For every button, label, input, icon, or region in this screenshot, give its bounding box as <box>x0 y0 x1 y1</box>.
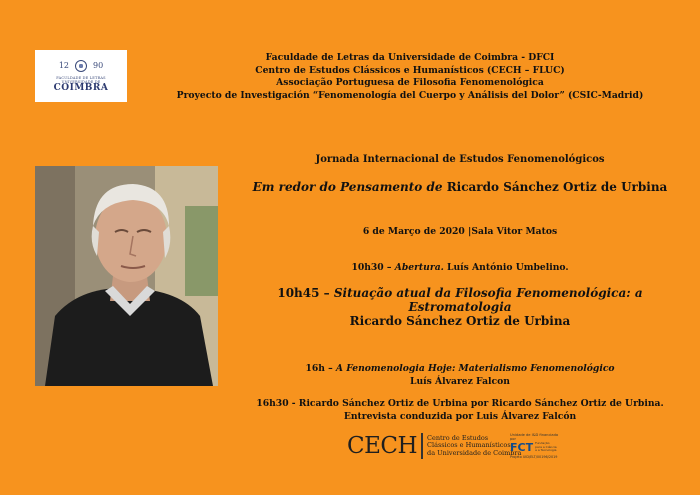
fct-logo <box>510 433 560 461</box>
fct-description <box>535 442 557 453</box>
cech-text <box>427 435 521 458</box>
institutions-header <box>130 52 690 102</box>
header-line-2: Centro de Estudos Clássicos e Humanísticos (CECH – FLUC) <box>255 64 565 76</box>
cech-logo <box>347 430 521 462</box>
logo-year-right: 90 <box>93 61 104 70</box>
session-opening-time: 10h30 – <box>351 262 392 273</box>
fct-mid <box>510 441 560 454</box>
cech-wordmark: CECH <box>347 432 418 459</box>
fct-desc-1: Fundação <box>535 441 550 446</box>
logo-university-line: UNIVERSIDADE DE <box>61 79 101 84</box>
event-title: Jornada Internacional de Estudos Fenomenológicos <box>315 154 605 165</box>
logo-faculty-line: FACULDADE DE LETRAS <box>56 75 106 80</box>
logo-year-row <box>59 60 103 72</box>
session-1045 <box>230 286 690 328</box>
session-16h <box>230 362 690 388</box>
event-subtitle-name: Ricardo Sánchez Ortiz de Urbina <box>446 180 668 194</box>
session-opening <box>230 262 690 273</box>
header-line-1: Faculdade de Letras da Universidade de Coimbra - DFCI <box>265 52 555 63</box>
session-1630-line-2: Entrevista conduzida por Luis Álvarez Falcón <box>343 410 577 422</box>
event-subtitle-italic: Em redor do Pensamento de <box>252 180 443 194</box>
session-1045-speaker: Ricardo Sánchez Ortiz de Urbina <box>349 314 571 328</box>
session-opening-speaker: Luís António Umbelino. <box>447 262 569 273</box>
session-1630 <box>230 398 690 423</box>
fct-desc-3: e a Tecnologia <box>535 448 557 453</box>
session-16h-title: A Fenomenologia Hoje: Materialismo Fenomenológico <box>335 363 615 374</box>
cech-divider <box>421 433 423 459</box>
session-1045-time: 10h45 – <box>277 286 330 300</box>
fct-desc-2: para a Ciência <box>535 444 557 449</box>
header-line-3: Associação Portuguesa de Filosofia Fenomenológica <box>276 77 544 88</box>
event-subtitle <box>230 180 690 194</box>
university-of-coimbra-logo <box>35 50 127 102</box>
logo-city: COIMBRA <box>53 82 109 93</box>
fct-bottom: Projeto UID/ELT/00196/2019 <box>510 455 558 459</box>
event-date: 6 de Março de 2020 |Sala Vitor Matos <box>362 226 558 237</box>
session-16h-heading <box>230 362 690 375</box>
session-1630-line-1: 16h30 - Ricardo Sánchez Ortiz de Urbina por Ricardo Sánchez Ortiz de Urbina. <box>256 398 664 409</box>
cech-line-1: Centro de Estudos <box>427 433 489 442</box>
fct-wordmark: FCT <box>510 441 534 454</box>
session-opening-title: Abertura. <box>394 262 444 273</box>
fct-top: Unidade de I&D financiada por <box>510 433 559 441</box>
session-16h-speaker: Luís Álvarez Falcon <box>410 376 510 387</box>
cech-line-3: da Universidade de Coimbra <box>427 448 522 457</box>
portrait-illustration <box>35 166 218 386</box>
logo-year-left: 12 <box>58 61 69 70</box>
portrait-photo <box>35 166 218 386</box>
seal-icon <box>75 60 87 72</box>
header-line-4: Proyecto de Investigación “Fenomenología del Cuerpo y Análisis del Dolor” (CSIC-Madrid) <box>176 89 644 101</box>
cech-line-2: Clássicos e Humanísticos <box>427 441 511 450</box>
session-16h-time: 16h – <box>305 363 333 374</box>
session-1045-title: Situação atual da Filosofia Fenomenológica: a Estromatologia <box>333 286 643 314</box>
session-1045-heading <box>230 286 690 314</box>
